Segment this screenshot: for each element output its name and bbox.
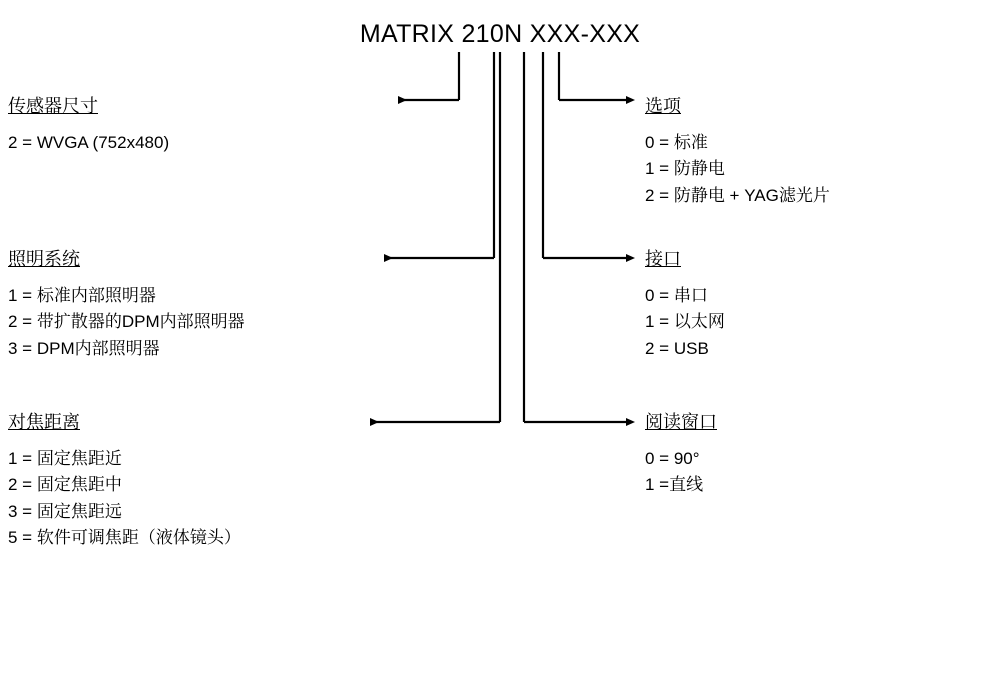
page-title: MATRIX 210N XXX-XXX [359, 20, 641, 48]
group-heading-lighting-system: 照明系统 [8, 249, 80, 269]
option-item: 1 = 防静电 [645, 159, 725, 179]
option-item: 2 = USB [645, 338, 709, 358]
option-item: 3 = 固定焦距远 [8, 501, 122, 521]
group-heading-sensor-size: 传感器尺寸 [8, 96, 98, 116]
option-item: 2 = 防静电 + YAG滤光片 [645, 185, 830, 205]
option-item: 0 = 标准 [645, 133, 708, 152]
option-item: 2 = 带扩散器的DPM内部照明器 [8, 312, 245, 332]
option-item: 1 = 以太网 [645, 312, 725, 332]
option-item: 0 = 串口 [645, 286, 708, 305]
option-item: 1 =直线 [645, 475, 704, 495]
group-options [645, 92, 830, 209]
option-item: 5 = 软件可调焦距（液体镜头） [8, 528, 241, 548]
group-lighting-system [8, 245, 245, 362]
option-item: 0 = 90° [645, 449, 700, 468]
option-item: 1 = 固定焦距近 [8, 449, 122, 468]
group-interface [645, 245, 725, 362]
option-item: 3 = DPM内部照明器 [8, 338, 160, 358]
group-sensor-size [8, 92, 169, 156]
group-heading-focus-distance: 对焦距离 [8, 412, 80, 432]
option-item: 2 = 固定焦距中 [8, 475, 122, 495]
group-reading-window [645, 408, 717, 499]
option-item: 2 = WVGA (752x480) [8, 133, 170, 152]
group-heading-interface: 接口 [645, 249, 681, 269]
option-item: 1 = 标准内部照明器 [8, 286, 156, 305]
group-heading-reading-window: 阅读窗口 [645, 412, 717, 432]
group-heading-options: 选项 [645, 96, 681, 116]
group-focus-distance [8, 408, 241, 551]
